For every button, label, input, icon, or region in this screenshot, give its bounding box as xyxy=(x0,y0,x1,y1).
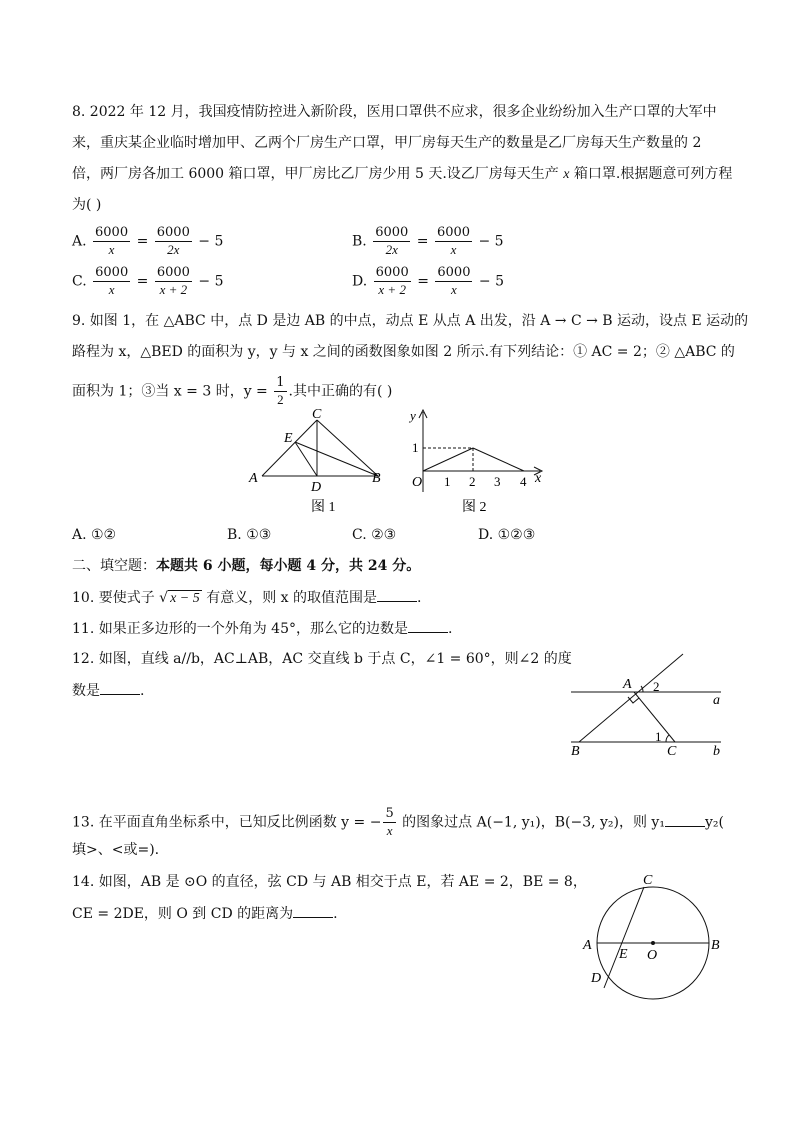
fig1-label-b: B xyxy=(372,471,381,486)
fig2-tick-4: 4 xyxy=(520,474,527,489)
q12-label-c-point: C xyxy=(667,744,677,759)
q13-line1: 13. 在平面直角坐标系中，已知反比例函数 y = − $\frac{5}{x}$ 的图象过点 A(−1, y₁)，B(−3, y₂)，则 y₁ y₂( xyxy=(72,806,724,838)
q8-option-d[interactable]: D. $\frac{6000}{x + 2}$ = $\frac{6000}{x}$ − 5 xyxy=(352,265,505,297)
q14-label-d: D xyxy=(591,971,602,986)
q12-label-line-b: b xyxy=(713,744,720,759)
q9-option-c[interactable]: C. ②③ xyxy=(352,527,397,543)
fig2-tick-2: 2 xyxy=(469,474,476,489)
q8-option-b[interactable]: B. $\frac{6000}{2x}$ = $\frac{6000}{x}$ − 5 xyxy=(352,225,504,257)
q9-figure-2 xyxy=(404,400,554,520)
q9-line3: 面积为 1；③当 x = 3 时，y = $\frac{1}{2}$ .其中正确的有( ) xyxy=(72,375,393,407)
q14-label-e: E xyxy=(619,947,628,962)
fig1-label-a: A xyxy=(249,471,258,486)
q10-answer-blank[interactable] xyxy=(377,587,417,602)
q11: 11. 如果正多边形的一个外角为 45°，那么它的边数是 . xyxy=(72,618,722,639)
q9-line1: 9. 如图 1，在 △ABC 中，点 D 是边 AB 的中点，动点 E 从点 A 出发，沿 A → C → B 运动，设点 E 运动的 xyxy=(72,313,749,329)
fig2-tick-1: 1 xyxy=(444,474,451,489)
fig2-tick-y1: 1 xyxy=(412,440,419,455)
q9-option-a[interactable]: A. ①② xyxy=(72,527,117,543)
fig2-label-y: y xyxy=(410,408,416,423)
fig2-label-o: O xyxy=(412,475,423,490)
q12-label-a-point: A xyxy=(623,677,632,692)
q9-option-b[interactable]: B. ①③ xyxy=(227,527,272,543)
fig2-label-x: x xyxy=(535,471,542,486)
q10: 10. 要使式子 √ x − 5 有意义，则 x 的取值范围是 . xyxy=(72,587,722,609)
q12-label-angle-2: 2 xyxy=(653,679,660,694)
q9-option-d[interactable]: D. ①②③ xyxy=(478,527,536,543)
q12-label-angle-1: 1 xyxy=(655,729,662,744)
q14-label-b: B xyxy=(711,938,720,953)
sqrt-icon: √ xyxy=(159,590,169,606)
q8-option-c[interactable]: C. $\frac{6000}{x}$ = $\frac{6000}{x + 2}$ − 5 xyxy=(72,265,224,297)
q14-label-c: C xyxy=(643,873,653,888)
q8-var-x: x xyxy=(563,167,570,182)
q13-line2: 填>、<或=). xyxy=(72,842,160,858)
fig1-label-d: D xyxy=(311,480,322,495)
q14-line1: 14. 如图，AB 是 ⊙O 的直径，弦 CD 与 AB 相交于点 E，若 AE = 2，BE = 8， xyxy=(72,874,587,890)
q13-answer-blank[interactable] xyxy=(665,812,705,827)
q8-line2: 来，重庆某企业临时增加甲、乙两个厂房生产口罩，甲厂房每天生产的数量是乙厂房每天生产数量的 2 xyxy=(72,135,702,151)
fig2-tick-3: 3 xyxy=(494,474,501,489)
q12-line1: 12. 如图，直线 a//b，AC⊥AB，AC 交直线 b 于点 C，∠1 = 60°，则∠2 的度 xyxy=(72,651,572,667)
q14-figure xyxy=(578,870,728,1010)
q14-label-a: A xyxy=(583,938,592,953)
section-heading: 二、填空题：本题共 6 小题，每小题 4 分，共 24 分。 xyxy=(72,558,421,574)
q14-label-o: O xyxy=(647,948,658,963)
q11-answer-blank[interactable] xyxy=(408,618,448,633)
q9-line2: 路程为 x，△BED 的面积为 y，y 与 x 之间的函数图象如图 2 所示.有下列结论：① AC = 2；② △ABC 的 xyxy=(72,344,735,360)
q12-figure xyxy=(565,650,735,765)
fig2-caption: 图 2 xyxy=(462,500,487,515)
fig1-label-c: C xyxy=(312,407,322,422)
q14-line2: CE = 2DE，则 O 到 CD 的距离为 . xyxy=(72,903,722,924)
q9-figure-1 xyxy=(240,400,400,520)
fig1-caption: 图 1 xyxy=(311,500,336,515)
q14-center-dot xyxy=(651,941,655,945)
q12-label-line-a: a xyxy=(713,693,720,708)
q8-line1: 8. 2022 年 12 月，我国疫情防控进入新阶段，医用口罩供不应求，很多企业纷纷加入生产口罩的大军中 xyxy=(72,104,717,120)
q12-answer-blank[interactable] xyxy=(100,680,140,695)
q8-option-a[interactable]: A. $\frac{6000}{x}$ = $\frac{6000}{2x}$ − 5 xyxy=(72,225,224,257)
q12-label-b-point: B xyxy=(571,744,580,759)
fig1-label-e: E xyxy=(284,431,293,446)
q8-line4: 为( ) xyxy=(72,197,102,213)
q8-line3 xyxy=(72,164,733,185)
q14-answer-blank[interactable] xyxy=(293,903,333,918)
q8-line3-text-b: 箱口罩.根据题意可列方程 xyxy=(569,166,733,182)
q8-line3-text-a: 倍，两厂房各加工 6000 箱口罩，甲厂房比乙厂房少用 5 天.设乙厂房每天生产 xyxy=(72,166,564,182)
q12-line2: 数是 . xyxy=(72,680,722,701)
